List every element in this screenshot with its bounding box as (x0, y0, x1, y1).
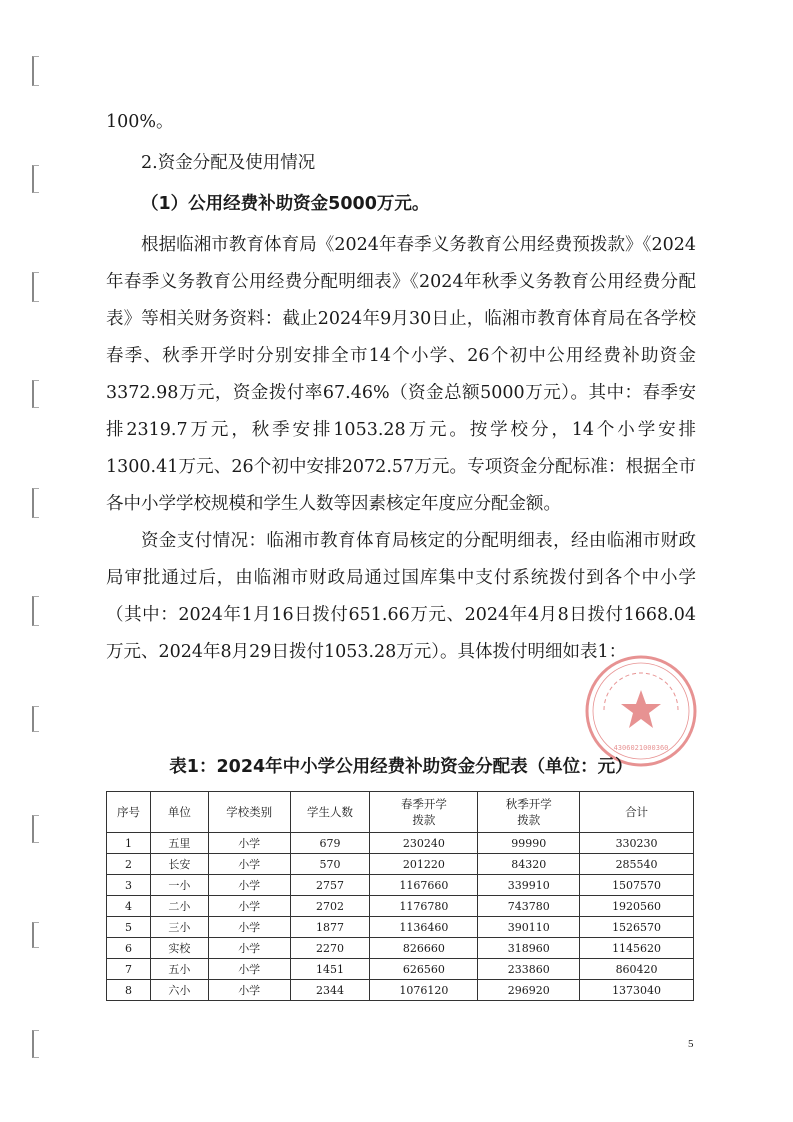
header-total: 合计 (580, 792, 694, 833)
cell-type: 小学 (208, 854, 290, 875)
cell-no: 5 (107, 917, 151, 938)
cell-unit: 五小 (150, 959, 208, 980)
cell-no: 8 (107, 980, 151, 1001)
cell-total: 285540 (580, 854, 694, 875)
table-row (107, 875, 694, 896)
cell-students: 570 (290, 854, 370, 875)
cell-no: 7 (107, 959, 151, 980)
cell-unit: 三小 (150, 917, 208, 938)
cell-total: 1145620 (580, 938, 694, 959)
cell-unit: 六小 (150, 980, 208, 1001)
table-row (107, 980, 694, 1001)
cell-no: 6 (107, 938, 151, 959)
binding-mark (32, 56, 39, 86)
cell-spring: 1167660 (370, 875, 478, 896)
table-row (107, 959, 694, 980)
cell-total: 1373040 (580, 980, 694, 1001)
cell-spring: 826660 (370, 938, 478, 959)
cell-unit: 长安 (150, 854, 208, 875)
allocation-table (106, 791, 694, 1001)
document-body (106, 104, 696, 671)
subsection-heading: （1）公用经费补助资金5000万元。 (141, 194, 430, 214)
table-row (107, 854, 694, 875)
header-spring-line1: 春季开学 (400, 797, 447, 811)
cell-no: 3 (107, 875, 151, 896)
cell-type: 小学 (208, 896, 290, 917)
header-autumn (478, 792, 580, 833)
cell-autumn: 84320 (478, 854, 580, 875)
binding-mark (32, 380, 39, 408)
cell-students: 2702 (290, 896, 370, 917)
cell-autumn: 339910 (478, 875, 580, 896)
header-type: 学校类别 (208, 792, 290, 833)
cell-no: 1 (107, 833, 151, 854)
cell-autumn: 99990 (478, 833, 580, 854)
table-row (107, 896, 694, 917)
table-row (107, 917, 694, 938)
cell-autumn: 233860 (478, 959, 580, 980)
binding-mark (32, 1030, 39, 1058)
cell-students: 2270 (290, 938, 370, 959)
cell-type: 小学 (208, 959, 290, 980)
cell-students: 2344 (290, 980, 370, 1001)
header-autumn-line2: 拨款 (517, 813, 541, 827)
cell-unit: 一小 (150, 875, 208, 896)
cell-type: 小学 (208, 917, 290, 938)
cell-no: 2 (107, 854, 151, 875)
header-spring (370, 792, 478, 833)
cell-spring: 230240 (370, 833, 478, 854)
binding-mark (32, 922, 39, 948)
cell-total: 1920560 (580, 896, 694, 917)
cell-spring: 626560 (370, 959, 478, 980)
seal-code: 4306021000360 (613, 744, 669, 752)
table-row (107, 833, 694, 854)
cell-autumn: 390110 (478, 917, 580, 938)
cell-type: 小学 (208, 980, 290, 1001)
table-caption: 表1：2024年中小学公用经费补助资金分配表（单位：元） (169, 757, 633, 777)
table-row (107, 938, 694, 959)
cell-spring: 201220 (370, 854, 478, 875)
header-autumn-line1: 秋季开学 (505, 797, 552, 811)
cell-unit: 二小 (150, 896, 208, 917)
section-heading: 2.资金分配及使用情况 (141, 153, 316, 173)
header-spring-line2: 拨款 (412, 813, 436, 827)
header-no: 序号 (107, 792, 151, 833)
binding-mark (32, 815, 39, 843)
cell-autumn: 743780 (478, 896, 580, 917)
cell-total: 860420 (580, 959, 694, 980)
cell-total: 330230 (580, 833, 694, 854)
binding-mark (32, 596, 39, 626)
binding-mark (32, 706, 39, 732)
cell-autumn: 296920 (478, 980, 580, 1001)
cell-total: 1507570 (580, 875, 694, 896)
binding-mark (32, 272, 39, 302)
table-header-row (107, 792, 694, 833)
binding-mark (32, 165, 39, 193)
cell-autumn: 318960 (478, 938, 580, 959)
paragraph-payment: 资金支付情况：临湘市教育体育局核定的分配明细表，经由临湘市财政局审批通过后，由临湘市财政局通过国库集中支付系统拨付到各个中小学（其中：2024年1月16日拨付651.66万元、2024年4月8日拨付1668.04万元、2024年8月29日拨付1053.28万元）。具体拨付明细如表1： (106, 531, 696, 662)
cell-students: 679 (290, 833, 370, 854)
cell-spring: 1176780 (370, 896, 478, 917)
cell-total: 1526570 (580, 917, 694, 938)
cell-students: 1451 (290, 959, 370, 980)
header-unit: 单位 (150, 792, 208, 833)
cell-type: 小学 (208, 938, 290, 959)
cell-type: 小学 (208, 833, 290, 854)
cell-spring: 1076120 (370, 980, 478, 1001)
cell-unit: 实校 (150, 938, 208, 959)
page-number: 5 (688, 1038, 694, 1050)
cell-unit: 五里 (150, 833, 208, 854)
binding-mark (32, 488, 39, 518)
cell-students: 1877 (290, 917, 370, 938)
cell-spring: 1136460 (370, 917, 478, 938)
cell-no: 4 (107, 896, 151, 917)
cell-students: 2757 (290, 875, 370, 896)
header-students: 学生人数 (290, 792, 370, 833)
paragraph-continuation: 100%。 (106, 112, 174, 132)
paragraph-funding: 根据临湘市教育体育局《2024年春季义务教育公用经费预拨款》《2024年春季义务教育公用经费分配明细表》《2024年秋季义务教育公用经费分配表》等相关财务资料：截止2024年9月30日止，临湘市教育体育局在各学校春季、秋季开学时分别安排全市14个小学、26个初中公用经费补助资金3372.98万元，资金拨付率67.46%（资金总额5000万元）。其中：春季安排2319.7万元，秋季安排1053.28万元。按学校分，14个小学安排1300.41万元、26个初中安排2072.57万元。专项资金分配标准：根据全市各中小学学校规模和学生人数等因素核定年度应分配金额。 (106, 235, 696, 514)
cell-type: 小学 (208, 875, 290, 896)
